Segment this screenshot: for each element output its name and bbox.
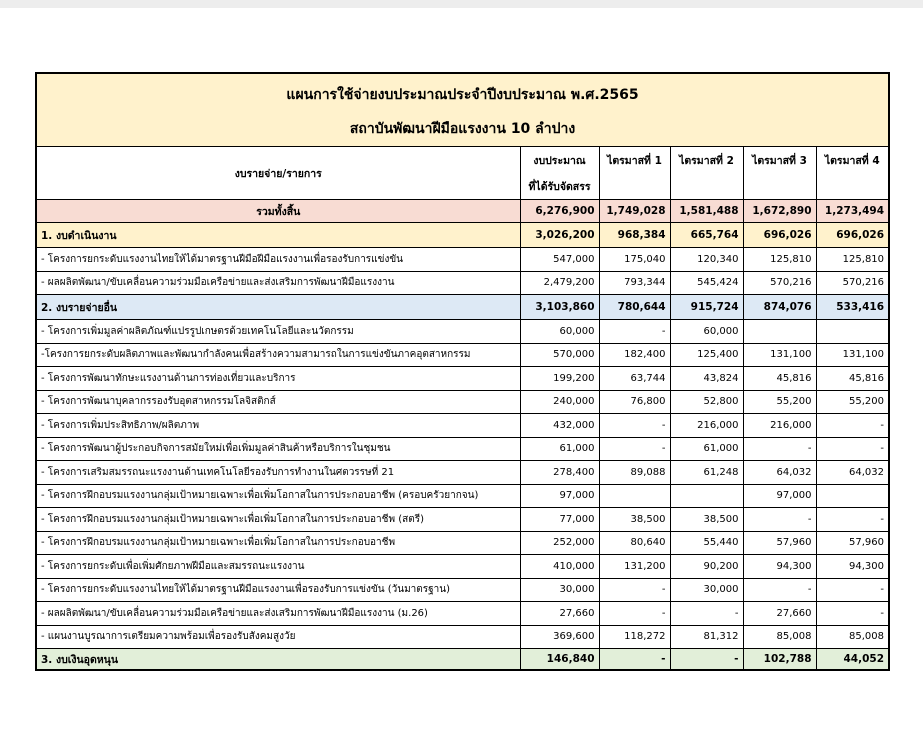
item-label: - โครงการพัฒนาบุคลากรรองรับอุตสาหกรรมโลจิสติกส์ [36,390,520,414]
header-q1: ไตรมาสที่ 1 [599,147,670,200]
item-budget: 61,000 [520,437,599,461]
item-q3: - [743,578,816,602]
item-budget: 432,000 [520,414,599,438]
item-budget: 97,000 [520,484,599,508]
item-q4: - [816,508,889,532]
item-q2: 61,000 [670,437,743,461]
item-q4: - [816,437,889,461]
item-label: - โครงการเสริมสมรรถนะแรงงานด้านเทคโนโลยีรองรับการทำงานในศตวรรษที่ 21 [36,461,520,485]
item-label: - โครงการเพิ่มมูลค่าผลิตภัณฑ์แปรรูปเกษตรด้วยเทคโนโลยีและนวัตกรรม [36,320,520,344]
section-2-budget: 3,103,860 [520,295,599,320]
item-q2: 545,424 [670,271,743,295]
header-budget-line2: ที่ได้รับจัดสรร [520,173,599,200]
item-q3: 45,816 [743,367,816,391]
section-2-q3: 874,076 [743,295,816,320]
item-q1: - [599,578,670,602]
table-row [36,414,889,438]
item-budget: 199,200 [520,367,599,391]
section-3-q2: - [670,649,743,671]
item-budget: 2,479,200 [520,271,599,295]
table-row [36,343,889,367]
item-label: - แผนงานบูรณาการเตรียมความพร้อมเพื่อรองรับสังคมสูงวัย [36,625,520,649]
header-q2: ไตรมาสที่ 2 [670,147,743,200]
total-budget: 6,276,900 [520,200,599,223]
window-top-bar [0,0,923,8]
item-label: - โครงการยกระดับเพื่อเพิ่มศักยภาพฝีมือและสมรรถนะแรงงาน [36,555,520,579]
item-q4: - [816,602,889,626]
item-q1: 63,744 [599,367,670,391]
section-3-budget: 146,840 [520,649,599,671]
section-3-q3: 102,788 [743,649,816,671]
item-q3: - [743,437,816,461]
item-budget: 30,000 [520,578,599,602]
table-row [36,437,889,461]
item-budget: 77,000 [520,508,599,532]
item-q4: 570,216 [816,271,889,295]
item-q3: 131,100 [743,343,816,367]
section-3-row [36,649,889,671]
item-q2 [670,484,743,508]
item-q1: 175,040 [599,248,670,272]
item-q3: 216,000 [743,414,816,438]
item-q2: 43,824 [670,367,743,391]
section-1-budget: 3,026,200 [520,223,599,248]
item-q3: 85,008 [743,625,816,649]
item-label: - โครงการฝึกอบรมแรงงานกลุ่มเป้าหมายเฉพาะเพื่อเพิ่มโอกาสในการประกอบอาชีพ (สตรี) [36,508,520,532]
item-budget: 60,000 [520,320,599,344]
item-q4: 45,816 [816,367,889,391]
budget-table [35,72,890,671]
item-label: - โครงการฝึกอบรมแรงงานกลุ่มเป้าหมายเฉพาะเพื่อเพิ่มโอกาสในการประกอบอาชีพ [36,531,520,555]
section-1-q1: 968,384 [599,223,670,248]
item-label: - โครงการยกระดับแรงงานไทยให้ได้มาตรฐานฝีมือแรงงานเพื่อรองรับการแข่งขัน (วันมาตรฐาน) [36,578,520,602]
item-label: - ผลผลิตพัฒนา/ขับเคลื่อนความร่วมมือเครือข่ายและส่งเสริมการพัฒนาฝีมือแรงงาน [36,271,520,295]
total-label: รวมทั้งสิ้น [36,200,520,223]
item-budget: 570,000 [520,343,599,367]
item-q2: 38,500 [670,508,743,532]
item-q1: 793,344 [599,271,670,295]
section-2-label: 2. งบรายจ่ายอื่น [36,295,520,320]
table-row [36,484,889,508]
item-q1: - [599,414,670,438]
item-label: - ผลผลิตพัฒนา/ขับเคลื่อนความร่วมมือเครือข่ายและส่งเสริมการพัฒนาฝีมือแรงงาน (ม.26) [36,602,520,626]
table-row [36,367,889,391]
item-label: - โครงการพัฒนาทักษะแรงงานด้านการท่องเที่ยวและบริการ [36,367,520,391]
item-budget: 252,000 [520,531,599,555]
item-q4: 94,300 [816,555,889,579]
item-q3: 57,960 [743,531,816,555]
item-q4: - [816,414,889,438]
item-q1: - [599,320,670,344]
item-q4: 85,008 [816,625,889,649]
budget-sheet [35,72,888,671]
section-2-row [36,295,889,320]
item-q4: 57,960 [816,531,889,555]
item-budget: 410,000 [520,555,599,579]
item-q3: 125,810 [743,248,816,272]
item-budget: 278,400 [520,461,599,485]
item-q2: 90,200 [670,555,743,579]
item-q1: 76,800 [599,390,670,414]
item-q1: - [599,602,670,626]
item-q3 [743,320,816,344]
item-q3: 97,000 [743,484,816,508]
table-title: แผนการใช้จ่ายงบประมาณประจำปีงบประมาณ พ.ศ.2565 [36,73,889,112]
item-q3: 94,300 [743,555,816,579]
item-label: - โครงการเพิ่มประสิทธิภาพ/ผลิตภาพ [36,414,520,438]
item-q2: 52,800 [670,390,743,414]
section-3-label: 3. งบเงินอุดหนุน [36,649,520,671]
item-q1: 38,500 [599,508,670,532]
item-q2: 61,248 [670,461,743,485]
table-row [36,625,889,649]
item-q2: 60,000 [670,320,743,344]
header-budget-line1: งบประมาณ [520,147,599,174]
item-q3: 55,200 [743,390,816,414]
item-label: - โครงการยกระดับแรงงานไทยให้ได้มาตรฐานฝีมือฝีมือแรงงานเพื่อรองรับการแข่งขัน [36,248,520,272]
item-q2: - [670,602,743,626]
section-1-label: 1. งบดำเนินงาน [36,223,520,248]
section-1-q3: 696,026 [743,223,816,248]
table-row [36,248,889,272]
table-row [36,555,889,579]
table-subtitle: สถาบันพัฒนาฝีมือแรงงาน 10 ลำปาง [36,112,889,147]
item-q4: 131,100 [816,343,889,367]
item-q1 [599,484,670,508]
item-q2: 216,000 [670,414,743,438]
section-1-row [36,223,889,248]
item-label: -โครงการยกระดับผลิตภาพและพัฒนากำลังคนเพื่อสร้างความสามารถในการแข่งขันภาคอุตสาหกรรม [36,343,520,367]
section-3-q1: - [599,649,670,671]
header-q3: ไตรมาสที่ 3 [743,147,816,200]
section-3-q4: 44,052 [816,649,889,671]
item-q4: 125,810 [816,248,889,272]
item-q3: 27,660 [743,602,816,626]
total-q1: 1,749,028 [599,200,670,223]
item-q3: 570,216 [743,271,816,295]
item-q2: 55,440 [670,531,743,555]
table-row [36,602,889,626]
table-row [36,531,889,555]
item-budget: 369,600 [520,625,599,649]
item-q4 [816,320,889,344]
item-budget: 27,660 [520,602,599,626]
item-q1: 80,640 [599,531,670,555]
item-q2: 120,340 [670,248,743,272]
item-q2: 81,312 [670,625,743,649]
header-row-1 [36,147,889,174]
total-q2: 1,581,488 [670,200,743,223]
table-row [36,508,889,532]
section-1-q2: 665,764 [670,223,743,248]
item-q4: 64,032 [816,461,889,485]
section-2-q4: 533,416 [816,295,889,320]
title-row-1 [36,73,889,112]
table-row [36,390,889,414]
total-q4: 1,273,494 [816,200,889,223]
item-q1: - [599,437,670,461]
item-q4 [816,484,889,508]
table-row [36,320,889,344]
item-q1: 131,200 [599,555,670,579]
item-q3: 64,032 [743,461,816,485]
item-q3: - [743,508,816,532]
header-q4: ไตรมาสที่ 4 [816,147,889,200]
table-row [36,578,889,602]
table-row [36,271,889,295]
item-q1: 182,400 [599,343,670,367]
item-q1: 89,088 [599,461,670,485]
item-q4: 55,200 [816,390,889,414]
title-row-2 [36,112,889,147]
item-label: - โครงการฝึกอบรมแรงงานกลุ่มเป้าหมายเฉพาะเพื่อเพิ่มโอกาสในการประกอบอาชีพ (ครอบครัวยากจน) [36,484,520,508]
item-label: - โครงการพัฒนาผู้ประกอบกิจการสมัยใหม่เพื่อเพิ่มมูลค่าสินค้าหรือบริการในชุมชน [36,437,520,461]
item-q2: 125,400 [670,343,743,367]
item-budget: 547,000 [520,248,599,272]
section-1-q4: 696,026 [816,223,889,248]
item-q4: - [816,578,889,602]
item-q2: 30,000 [670,578,743,602]
item-q1: 118,272 [599,625,670,649]
total-q3: 1,672,890 [743,200,816,223]
table-row [36,461,889,485]
total-row [36,200,889,223]
header-item: งบรายจ่าย/รายการ [36,147,520,200]
section-2-q2: 915,724 [670,295,743,320]
item-budget: 240,000 [520,390,599,414]
section-2-q1: 780,644 [599,295,670,320]
